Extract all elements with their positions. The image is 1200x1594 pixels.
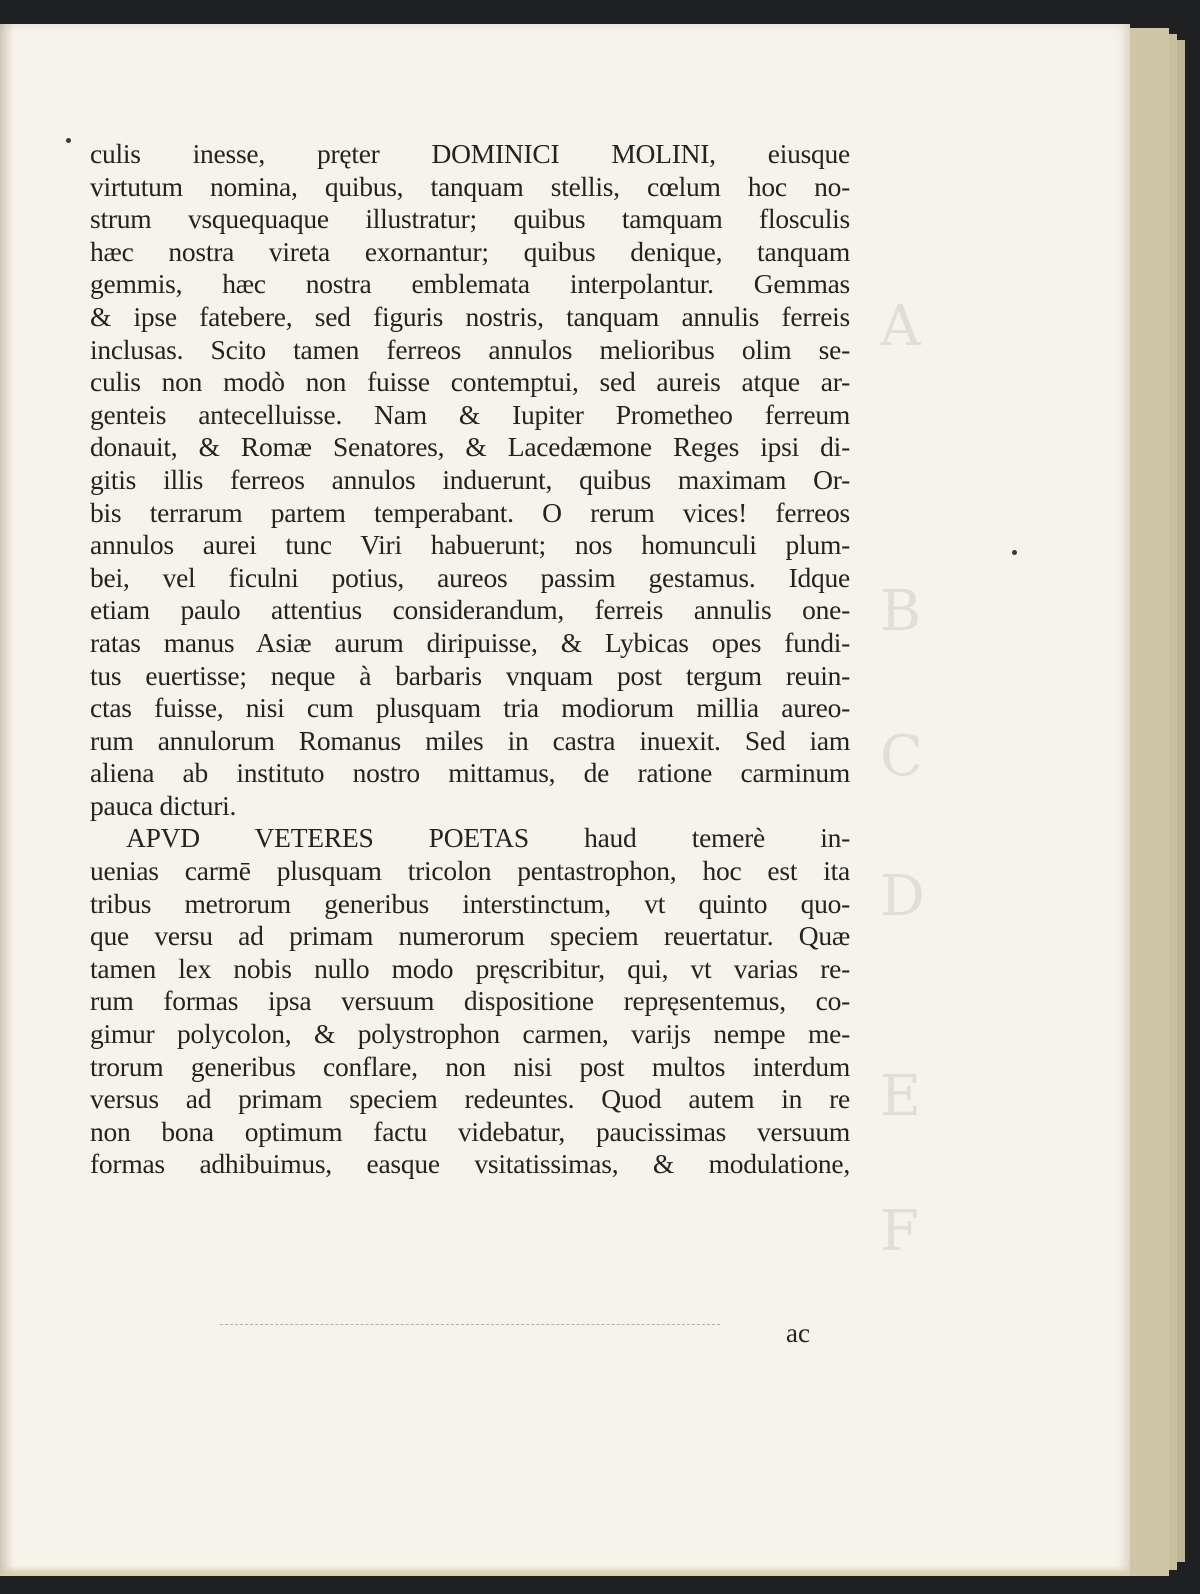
text-line: ctas fuisse, nisi cum plusquam tria modiorum millia aureo- xyxy=(90,692,850,724)
show-through-mark: A xyxy=(880,294,921,359)
text-line: gemmis, hæc nostra emblemata interpolantur. Gemmas xyxy=(90,268,850,300)
text-line: hæc nostra vireta exornantur; quibus denique, tanquam xyxy=(90,235,850,267)
text-line: formas adhibuimus, easque vsitatissimas, & modulatione, xyxy=(90,1148,850,1180)
show-through-mark: C xyxy=(880,724,923,789)
text-line: etiam paulo attentius considerandum, ferreis annulis one- xyxy=(90,594,850,626)
text-line: virtutum nomina, quibus, tanquam stellis, cœlum hoc no- xyxy=(90,170,850,202)
page-edge-stack xyxy=(1128,28,1169,1576)
text-line: ratas manus Asiæ aurum diripuisse, & Lybicas opes fundi- xyxy=(90,626,850,658)
text-line: non bona optimum factu videbatur, paucissimas versuum xyxy=(90,1115,850,1147)
show-through-mark: D xyxy=(880,864,925,929)
text-line: pauca dicturi. xyxy=(90,789,237,821)
show-through-rule xyxy=(220,1324,720,1325)
show-through-mark: F xyxy=(880,1199,919,1264)
text-line: gimur polycolon, & polystrophon carmen, varijs nempe me- xyxy=(90,1018,850,1050)
text-line: & ipse fatebere, sed figuris nostris, tanquam annulis ferreis xyxy=(90,300,850,332)
text-line: uenias carmē plusquam tricolon pentastrophon, hoc est ita xyxy=(90,855,850,887)
text-line: strum vsquequaque illustratur; quibus tamquam flosculis xyxy=(90,203,850,235)
section-opening-line: APVD VETERES POETAS haud temerè in- xyxy=(126,822,850,854)
text-line: genteis antecelluisse. Nam & Iupiter Prometheo ferreum xyxy=(90,398,850,430)
text-line: bis terrarum partem temperabant. O rerum vices! ferreos xyxy=(90,496,850,528)
text-line: que versu ad primam numerorum speciem reuertatur. Quæ xyxy=(90,920,850,952)
text-line: rum formas ipsa versuum dispositione repręsentemus, co- xyxy=(90,985,850,1017)
text-line: bei, vel ficulni potius, aureos passim gestamus. Idque xyxy=(90,561,850,593)
ink-speck xyxy=(66,138,71,143)
page-bottom-edge xyxy=(0,1566,1130,1576)
text-line: tribus metrorum generibus interstinctum, vt quinto quo- xyxy=(90,887,850,919)
show-through-mark: E xyxy=(880,1064,921,1129)
show-through-mark: B xyxy=(880,579,922,644)
catchword: ac xyxy=(786,1318,810,1348)
text-line: gitis illis ferreos annulos induerunt, quibus maximam Or- xyxy=(90,463,850,495)
text-line: rum annulorum Romanus miles in castra inuexit. Sed iam xyxy=(90,724,850,756)
gutter-shadow xyxy=(0,24,14,1576)
ink-speck xyxy=(1012,550,1017,555)
text-line: tamen lex nobis nullo modo pręscribitur, qui, vt varias re- xyxy=(90,952,850,984)
text-line: trorum generibus conflare, non nisi post multos interdum xyxy=(90,1050,850,1082)
text-line: versus ad primam speciem redeuntes. Quod autem in re xyxy=(90,1083,850,1115)
text-line: annulos aurei tunc Viri habuerunt; nos homunculi plum- xyxy=(90,529,850,561)
text-line: tus euertisse; neque à barbaris vnquam post tergum reuin- xyxy=(90,659,850,691)
text-line: aliena ab instituto nostro mittamus, de ratione carminum xyxy=(90,757,850,789)
text-line: culis inesse, pręter DOMINICI MOLINI, eiusque xyxy=(90,138,850,169)
text-line: donauit, & Romæ Senatores, & Lacedæmone Reges ipsi di- xyxy=(90,431,850,463)
text-line: culis non modò non fuisse contemptui, sed aureis atque ar- xyxy=(90,366,850,398)
body-text xyxy=(90,138,850,1181)
text-line: inclusas. Scito tamen ferreos annulos melioribus olim se- xyxy=(90,333,850,365)
